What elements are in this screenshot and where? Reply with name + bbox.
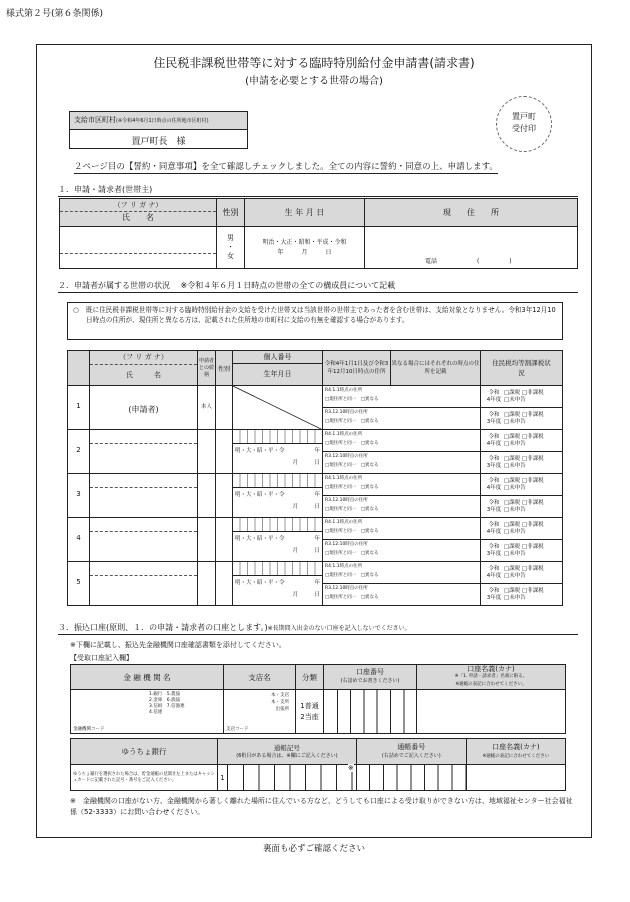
tax-reiwa: 令和 bbox=[488, 455, 500, 462]
section3-title-note: ※長期間入出金のない口座を記入しないでください。 bbox=[267, 625, 411, 632]
household-row bbox=[67, 474, 563, 518]
row-addr[interactable] bbox=[323, 474, 481, 517]
r4-label: R4.1.1時点の住所 bbox=[325, 388, 363, 393]
recipient-box bbox=[69, 111, 248, 149]
row-addr[interactable] bbox=[323, 562, 481, 605]
tax-fy4: 4年度 bbox=[486, 440, 502, 447]
tax-fy3: 3年度 bbox=[486, 462, 502, 469]
row-number: 4 bbox=[68, 518, 90, 561]
row-tax[interactable] bbox=[481, 474, 562, 517]
name-header: 氏 名 bbox=[122, 212, 154, 222]
taxed[interactable]: □課税 bbox=[504, 521, 521, 528]
tax-reiwa: 令和 bbox=[488, 411, 500, 418]
row-mynumber[interactable] bbox=[233, 386, 323, 429]
birth-era: 明・大・昭・平・令 bbox=[235, 492, 285, 498]
undeclared[interactable]: □未申告 bbox=[504, 572, 526, 579]
undeclared[interactable]: □未申告 bbox=[504, 462, 526, 469]
household-rows bbox=[67, 386, 563, 606]
undeclared[interactable]: □未申告 bbox=[504, 506, 526, 513]
account-footnote: ※ 金融機関の口座がない方、金融機関から著しく離れた場所に住んでいる方など、どうしても口座による受け取りができない方は、地域福祉センター社会福祉係（52-3333）にお問い合わせください。 bbox=[70, 797, 573, 816]
stamp-town: 置戸町 bbox=[512, 112, 536, 121]
r4-label: R4.1.1時点の住所 bbox=[325, 520, 363, 525]
number-cell[interactable] bbox=[356, 765, 466, 791]
address-header: 現 住 所 bbox=[365, 199, 578, 227]
birth-ymd: 年 月 日 bbox=[277, 248, 332, 256]
taxed[interactable]: □課税 bbox=[504, 543, 521, 550]
yucho-holder-cell[interactable] bbox=[466, 765, 565, 791]
row-addr[interactable] bbox=[323, 386, 481, 429]
notice-text: 既に住民税非課税世帯等に対する臨時特別給付金の支給を受けた世帯又は当該世帯の世帯主であった者を含む世帯は、支給対象となりません。令和3年12月10日時点の住所が、現住所と異なる方は、記載された住所地の市町村に支給の有無を確認する場合があります。 bbox=[86, 306, 556, 324]
nontaxed[interactable]: □非課税 bbox=[521, 433, 544, 440]
row-mynumber[interactable] bbox=[233, 518, 323, 561]
account-box-title: 【受取口座記入欄】 bbox=[70, 654, 133, 662]
birth-year: 年 bbox=[314, 536, 320, 542]
tax-reiwa: 令和 bbox=[488, 499, 500, 506]
phone-label: 電話 bbox=[425, 258, 438, 265]
row-relation[interactable] bbox=[198, 518, 216, 561]
household-row bbox=[67, 562, 563, 606]
tax-fy4: 4年度 bbox=[486, 396, 502, 403]
undeclared[interactable]: □未申告 bbox=[504, 594, 526, 601]
household-row bbox=[67, 518, 563, 562]
row-sex[interactable] bbox=[216, 386, 233, 429]
row-addr[interactable] bbox=[323, 518, 481, 561]
r3-label: R3.12.10時点の住所 bbox=[325, 498, 368, 503]
yucho-table bbox=[70, 738, 566, 791]
page-title: 住民税非課税世帯等に対する臨時特別給付金申請書(請求書) bbox=[153, 56, 475, 70]
section1-title: １．申請・請求者(世帯主) bbox=[58, 184, 578, 197]
acct-type-current[interactable]: 2当座 bbox=[300, 712, 319, 721]
birth-month-day: 月 日 bbox=[292, 548, 320, 554]
birth-month-day: 月 日 bbox=[292, 592, 320, 598]
relation-header: 申請者との続柄 bbox=[198, 351, 216, 386]
r3-label: R3.12.10時点の住所 bbox=[325, 542, 368, 547]
page-subtitle: (申請を必要とする世帯の場合) bbox=[245, 76, 383, 87]
hh-diff-header: 異なる場合にはそれぞれの時点の住所を記載 bbox=[391, 351, 481, 386]
undeclared[interactable]: □未申告 bbox=[504, 550, 526, 557]
tax-reiwa: 令和 bbox=[488, 543, 500, 550]
tax-reiwa: 令和 bbox=[488, 587, 500, 594]
birth-era: 明治・大正・昭和・平成・令和 bbox=[262, 238, 347, 246]
account-holder-cell[interactable] bbox=[417, 690, 566, 734]
nontaxed[interactable]: □非課税 bbox=[521, 411, 544, 418]
tax-fy3: 3年度 bbox=[486, 418, 502, 425]
row-number: 1 bbox=[68, 386, 90, 429]
row-name[interactable] bbox=[90, 474, 198, 517]
tax-reiwa: 令和 bbox=[488, 477, 500, 484]
tax-reiwa: 令和 bbox=[488, 389, 500, 396]
undeclared[interactable]: □未申告 bbox=[504, 484, 526, 491]
sex-header: 性別 bbox=[217, 199, 245, 227]
row-number: 3 bbox=[68, 474, 90, 517]
hh-furigana-header: （フ リ ガ ナ） bbox=[90, 352, 197, 365]
stamp-label: 受付印 bbox=[512, 124, 536, 133]
row-tax[interactable] bbox=[481, 430, 562, 473]
applicant-birth-cell[interactable] bbox=[245, 227, 365, 269]
r3-label: R3.12.10時点の住所 bbox=[325, 410, 368, 415]
kome-mark: ※ bbox=[347, 764, 354, 772]
birth-header: 生 年 月 日 bbox=[245, 199, 365, 227]
row-relation[interactable] bbox=[198, 474, 216, 517]
undeclared[interactable]: □未申告 bbox=[504, 396, 526, 403]
symbol-note: (6桁目がある場合は、※欄にご記入ください) bbox=[236, 752, 338, 759]
notice-box bbox=[67, 302, 563, 340]
taxed[interactable]: □課税 bbox=[504, 565, 521, 572]
r4-same[interactable]: □現住所と同一 □異なる bbox=[325, 397, 379, 402]
row-tax[interactable] bbox=[481, 518, 562, 561]
hh-birth-header: 生年月日 bbox=[263, 369, 292, 378]
account-instruction: ※下欄に記載し、振込先金融機関口座確認書類を添付してください。 bbox=[70, 641, 286, 649]
hh-addr-header: 令和4年1月1日及び令和3年12月10日時点の住所 bbox=[323, 351, 391, 386]
r4-same[interactable]: □現住所と同一 □異なる bbox=[325, 573, 379, 578]
birth-year: 年 bbox=[314, 448, 320, 454]
section2-title: ２．申請者が属する世帯の状況 bbox=[58, 281, 170, 290]
section3-title-line bbox=[58, 622, 578, 635]
tax-reiwa: 令和 bbox=[488, 433, 500, 440]
row-mynumber[interactable] bbox=[233, 474, 323, 517]
birth-era: 明・大・昭・平・令 bbox=[235, 536, 285, 542]
number-header: 通帳番号 bbox=[397, 742, 426, 751]
r3-label: R3.12.10時点の住所 bbox=[325, 586, 368, 591]
r4-label: R4.1.1時点の住所 bbox=[325, 564, 363, 569]
tax-fy4: 4年度 bbox=[486, 484, 502, 491]
birth-era: 明・大・昭・平・令 bbox=[235, 448, 285, 454]
applicant-table bbox=[59, 198, 578, 269]
furigana-header: （フ リ ガ ナ） bbox=[60, 200, 216, 212]
hh-name-header: 氏 名 bbox=[126, 370, 161, 379]
section2-note: ※令和４年６月１日時点の世帯の全ての構成員について記載 bbox=[180, 281, 396, 290]
row-addr[interactable] bbox=[323, 430, 481, 473]
nontaxed[interactable]: □非課税 bbox=[521, 565, 544, 572]
tax-fy3: 3年度 bbox=[486, 594, 502, 601]
taxed[interactable]: □課税 bbox=[504, 477, 521, 484]
holder-header: 口座名義(カナ) bbox=[467, 665, 515, 673]
hh-sex-header: 性別 bbox=[216, 351, 233, 386]
symbol-cell[interactable] bbox=[228, 765, 357, 791]
account-number-cell[interactable] bbox=[324, 690, 417, 734]
sex-dot: ・ bbox=[227, 243, 234, 251]
hh-tax-header: 住民税均等割課税状況 bbox=[481, 351, 563, 386]
number-note: (右詰めでご記入ください) bbox=[381, 752, 441, 759]
sex-female: 女 bbox=[227, 252, 234, 260]
r4-same[interactable]: □現住所と同一 □異なる bbox=[325, 441, 379, 446]
yucho-desc: ゆうちょ銀行を選択された場合は、貯金通帳の見開き左上またはキャッシュカードに記載された記号・番号をご記入ください。 bbox=[71, 765, 218, 791]
branch-cell[interactable] bbox=[224, 690, 296, 734]
r3-label: R3.12.10時点の住所 bbox=[325, 454, 368, 459]
nontaxed[interactable]: □非課税 bbox=[521, 477, 544, 484]
confirm-statement: ２ページ目の【誓約・同意事項】を全て確認しチェックしました。全ての内容に誓約・同意の上、申請します。 bbox=[74, 162, 498, 172]
row-name[interactable]: (申請者) bbox=[90, 386, 198, 429]
type-header: 分類 bbox=[296, 665, 324, 690]
municipality-label: 支給市区町村 bbox=[74, 116, 116, 124]
row-relation[interactable] bbox=[198, 562, 216, 605]
bank-name-cell[interactable] bbox=[71, 690, 224, 734]
section2-title-line bbox=[58, 280, 578, 293]
r4-same[interactable]: □現住所と同一 □異なる bbox=[325, 529, 379, 534]
r3-same[interactable]: □現住所と同一 □異なる bbox=[325, 595, 379, 600]
section3-title: ３．振込口座(原則、１．の申請・請求者の口座とします。) bbox=[58, 623, 268, 632]
nontaxed[interactable]: □非課税 bbox=[521, 543, 544, 550]
r4-label: R4.1.1時点の住所 bbox=[325, 432, 363, 437]
r4-same[interactable]: □現住所と同一 □異なる bbox=[325, 485, 379, 490]
branch-types: 本・支店 本・支所 出張所 bbox=[271, 693, 289, 712]
bank-name-header: 金 融 機 関 名 bbox=[71, 665, 224, 690]
undeclared[interactable]: □未申告 bbox=[504, 528, 526, 535]
yucho-holder-note: ※通帳の表記に合わせてください bbox=[482, 753, 550, 759]
applicant-name-cell[interactable] bbox=[60, 227, 217, 269]
reception-stamp bbox=[496, 96, 552, 152]
r3-same[interactable]: □現住所と同一 □異なる bbox=[325, 419, 379, 424]
branch-header: 支店名 bbox=[224, 665, 296, 690]
account-note: (右詰めでお書きください) bbox=[340, 678, 400, 684]
row-tax[interactable] bbox=[481, 562, 562, 605]
taxed[interactable]: □課税 bbox=[504, 499, 521, 506]
tax-reiwa: 令和 bbox=[488, 521, 500, 528]
r3-same[interactable]: □現住所と同一 □異なる bbox=[325, 551, 379, 556]
form-number: 様式第２号(第６条関係) bbox=[6, 9, 104, 19]
page-footer: 裏面も必ずご確認ください bbox=[262, 844, 365, 854]
nontaxed[interactable]: □非課税 bbox=[521, 499, 544, 506]
sex-male: 男 bbox=[227, 234, 234, 242]
tax-fy4: 4年度 bbox=[486, 572, 502, 579]
birth-era: 明・大・昭・平・令 bbox=[235, 580, 285, 586]
row-sex[interactable] bbox=[216, 562, 233, 605]
birth-year: 年 bbox=[314, 580, 320, 586]
birth-month-day: 月 日 bbox=[292, 460, 320, 466]
account-type-cell[interactable] bbox=[296, 690, 324, 734]
row-relation[interactable]: 本人 bbox=[198, 386, 216, 429]
mayor-label: 置戸町長 様 bbox=[131, 137, 186, 147]
taxed[interactable]: □課税 bbox=[504, 389, 521, 396]
taxed[interactable]: □課税 bbox=[504, 411, 521, 418]
household-row bbox=[67, 430, 563, 474]
undeclared[interactable]: □未申告 bbox=[504, 440, 526, 447]
account-header: 口座番号 bbox=[356, 668, 384, 676]
nontaxed[interactable]: □非課税 bbox=[521, 521, 544, 528]
row-sex[interactable] bbox=[216, 430, 233, 473]
bank-code-label: 金融機関コード bbox=[73, 727, 105, 732]
tax-fy3: 3年度 bbox=[486, 506, 502, 513]
row-mynumber[interactable] bbox=[233, 430, 323, 473]
row-name[interactable] bbox=[90, 430, 198, 473]
row-number: 5 bbox=[68, 562, 90, 605]
bank-types: 1.銀行 5.農協 2.金庫 6.漁協 3.信組 7.信漁連 4.信連 bbox=[149, 692, 185, 715]
tax-reiwa: 令和 bbox=[488, 565, 500, 572]
municipality-note: (※令和4年6月1日時点の住所地市区町村) bbox=[116, 118, 209, 124]
row-name[interactable] bbox=[90, 562, 198, 605]
symbol-header: 通帳記号 bbox=[273, 743, 300, 752]
branch-code-label: 支店コード bbox=[226, 727, 249, 732]
undeclared[interactable]: □未申告 bbox=[504, 418, 526, 425]
taxed[interactable]: □課税 bbox=[504, 587, 521, 594]
row-name[interactable] bbox=[90, 518, 198, 561]
acct-type-ordinary[interactable]: 1普通 bbox=[300, 701, 319, 710]
nontaxed[interactable]: □非課税 bbox=[521, 455, 544, 462]
row-mynumber[interactable] bbox=[233, 562, 323, 605]
bank-table bbox=[70, 664, 566, 734]
nontaxed[interactable]: □非課税 bbox=[521, 389, 544, 396]
birth-year: 年 bbox=[314, 492, 320, 498]
applicant-address-cell[interactable] bbox=[365, 227, 578, 269]
row-sex[interactable] bbox=[216, 474, 233, 517]
taxed[interactable]: □課税 bbox=[504, 433, 521, 440]
row-relation[interactable] bbox=[198, 430, 216, 473]
row-sex[interactable] bbox=[216, 518, 233, 561]
nontaxed[interactable]: □非課税 bbox=[521, 587, 544, 594]
tax-fy4: 4年度 bbox=[486, 528, 502, 535]
yucho-holder-header: 口座名義(カナ) bbox=[492, 742, 540, 751]
mynumber-header: 個人番号 bbox=[233, 352, 322, 364]
row-tax[interactable] bbox=[481, 386, 562, 429]
phone-paren: ( ) bbox=[476, 258, 512, 265]
household-row bbox=[67, 386, 563, 430]
r3-same[interactable]: □現住所と同一 □異なる bbox=[325, 507, 379, 512]
row-number: 2 bbox=[68, 430, 90, 473]
birth-month-day: 月 日 bbox=[292, 504, 320, 510]
taxed[interactable]: □課税 bbox=[504, 455, 521, 462]
r4-label: R4.1.1時点の住所 bbox=[325, 476, 363, 481]
tax-fy3: 3年度 bbox=[486, 550, 502, 557]
symbol-one: 1 bbox=[218, 765, 228, 791]
applicant-sex-cell[interactable] bbox=[217, 227, 245, 269]
holder-note: ※「1. 申請・請求者」名義に限る。 ※通帳の表記に合わせてください。 bbox=[454, 674, 528, 687]
yucho-header: ゆうちょ銀行 bbox=[71, 739, 218, 765]
notice-bullet: ○ bbox=[73, 306, 79, 314]
r3-same[interactable]: □現住所と同一 □異なる bbox=[325, 463, 379, 468]
household-table-header bbox=[67, 350, 563, 386]
